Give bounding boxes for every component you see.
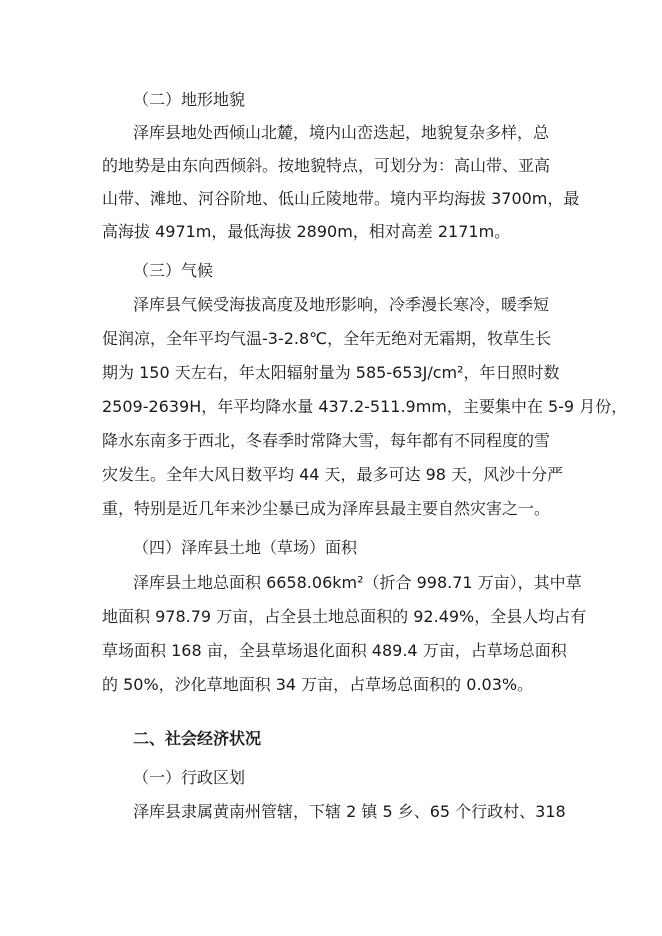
paragraph-line: 促润凉，全年平均气温-3-2.8℃，全年无绝对无霜期，牧草生长 (102, 329, 552, 348)
paragraph-line: 高海拔 4971m，最低海拔 2890m，相对高差 2171m。 (102, 222, 511, 241)
section-heading-climate: （三）气候 (133, 261, 214, 280)
paragraph-line: 的 50%，沙化草地面积 34 万亩，占草场总面积的 0.03%。 (102, 675, 534, 694)
paragraph-line: 泽库县气候受海拔高度及地形影响，冷季漫长寒冷，暖季短 (133, 295, 550, 314)
paragraph-line: 降水东南多于西北，冬春季时常降大雪，每年都有不同程度的雪 (102, 431, 551, 450)
paragraph-line: 泽库县土地总面积 6658.06km²（折合 998.71 万亩），其中草 (133, 573, 582, 592)
paragraph-line: 期为 150 天左右，年太阳辐射量为 585-653J/cm²，年日照时数 (102, 363, 560, 382)
paragraph-line: 泽库县隶属黄南州管辖，下辖 2 镇 5 乡、65 个行政村、318 (133, 802, 566, 821)
paragraph-line: 泽库县地处西倾山北麓，境内山峦迭起，地貌复杂多样，总 (133, 123, 550, 142)
section-heading-terrain: （二）地形地貌 (133, 90, 246, 109)
paragraph-line: 的地势是由东向西倾斜。按地貌特点，可划分为：高山带、亚高 (102, 156, 551, 175)
paragraph-line: 灾发生。全年大风日数平均 44 天，最多可达 98 天，风沙十分严 (102, 465, 564, 484)
chapter-heading-socioeconomic: 二、社会经济状况 (133, 729, 262, 748)
paragraph-line: 山带、滩地、河谷阶地、低山丘陵地带。境内平均海拔 3700m，最 (102, 189, 580, 208)
paragraph-line: 2509-2639H，年平均降水量 437.2-511.9mm，主要集中在 5-9 月份， (102, 397, 628, 416)
section-heading-land-area: （四）泽库县土地（草场）面积 (133, 538, 358, 557)
section-heading-administrative: （一）行政区划 (133, 768, 246, 787)
paragraph-line: 草场面积 168 亩，全县草场退化面积 489.4 万亩，占草场总面积 (102, 641, 567, 660)
paragraph-line: 地面积 978.79 万亩，占全县土地总面积的 92.49%，全县人均占有 (102, 607, 587, 626)
paragraph-line: 重，特别是近几年来沙尘暴已成为泽库县最主要自然灾害之一。 (102, 499, 551, 518)
